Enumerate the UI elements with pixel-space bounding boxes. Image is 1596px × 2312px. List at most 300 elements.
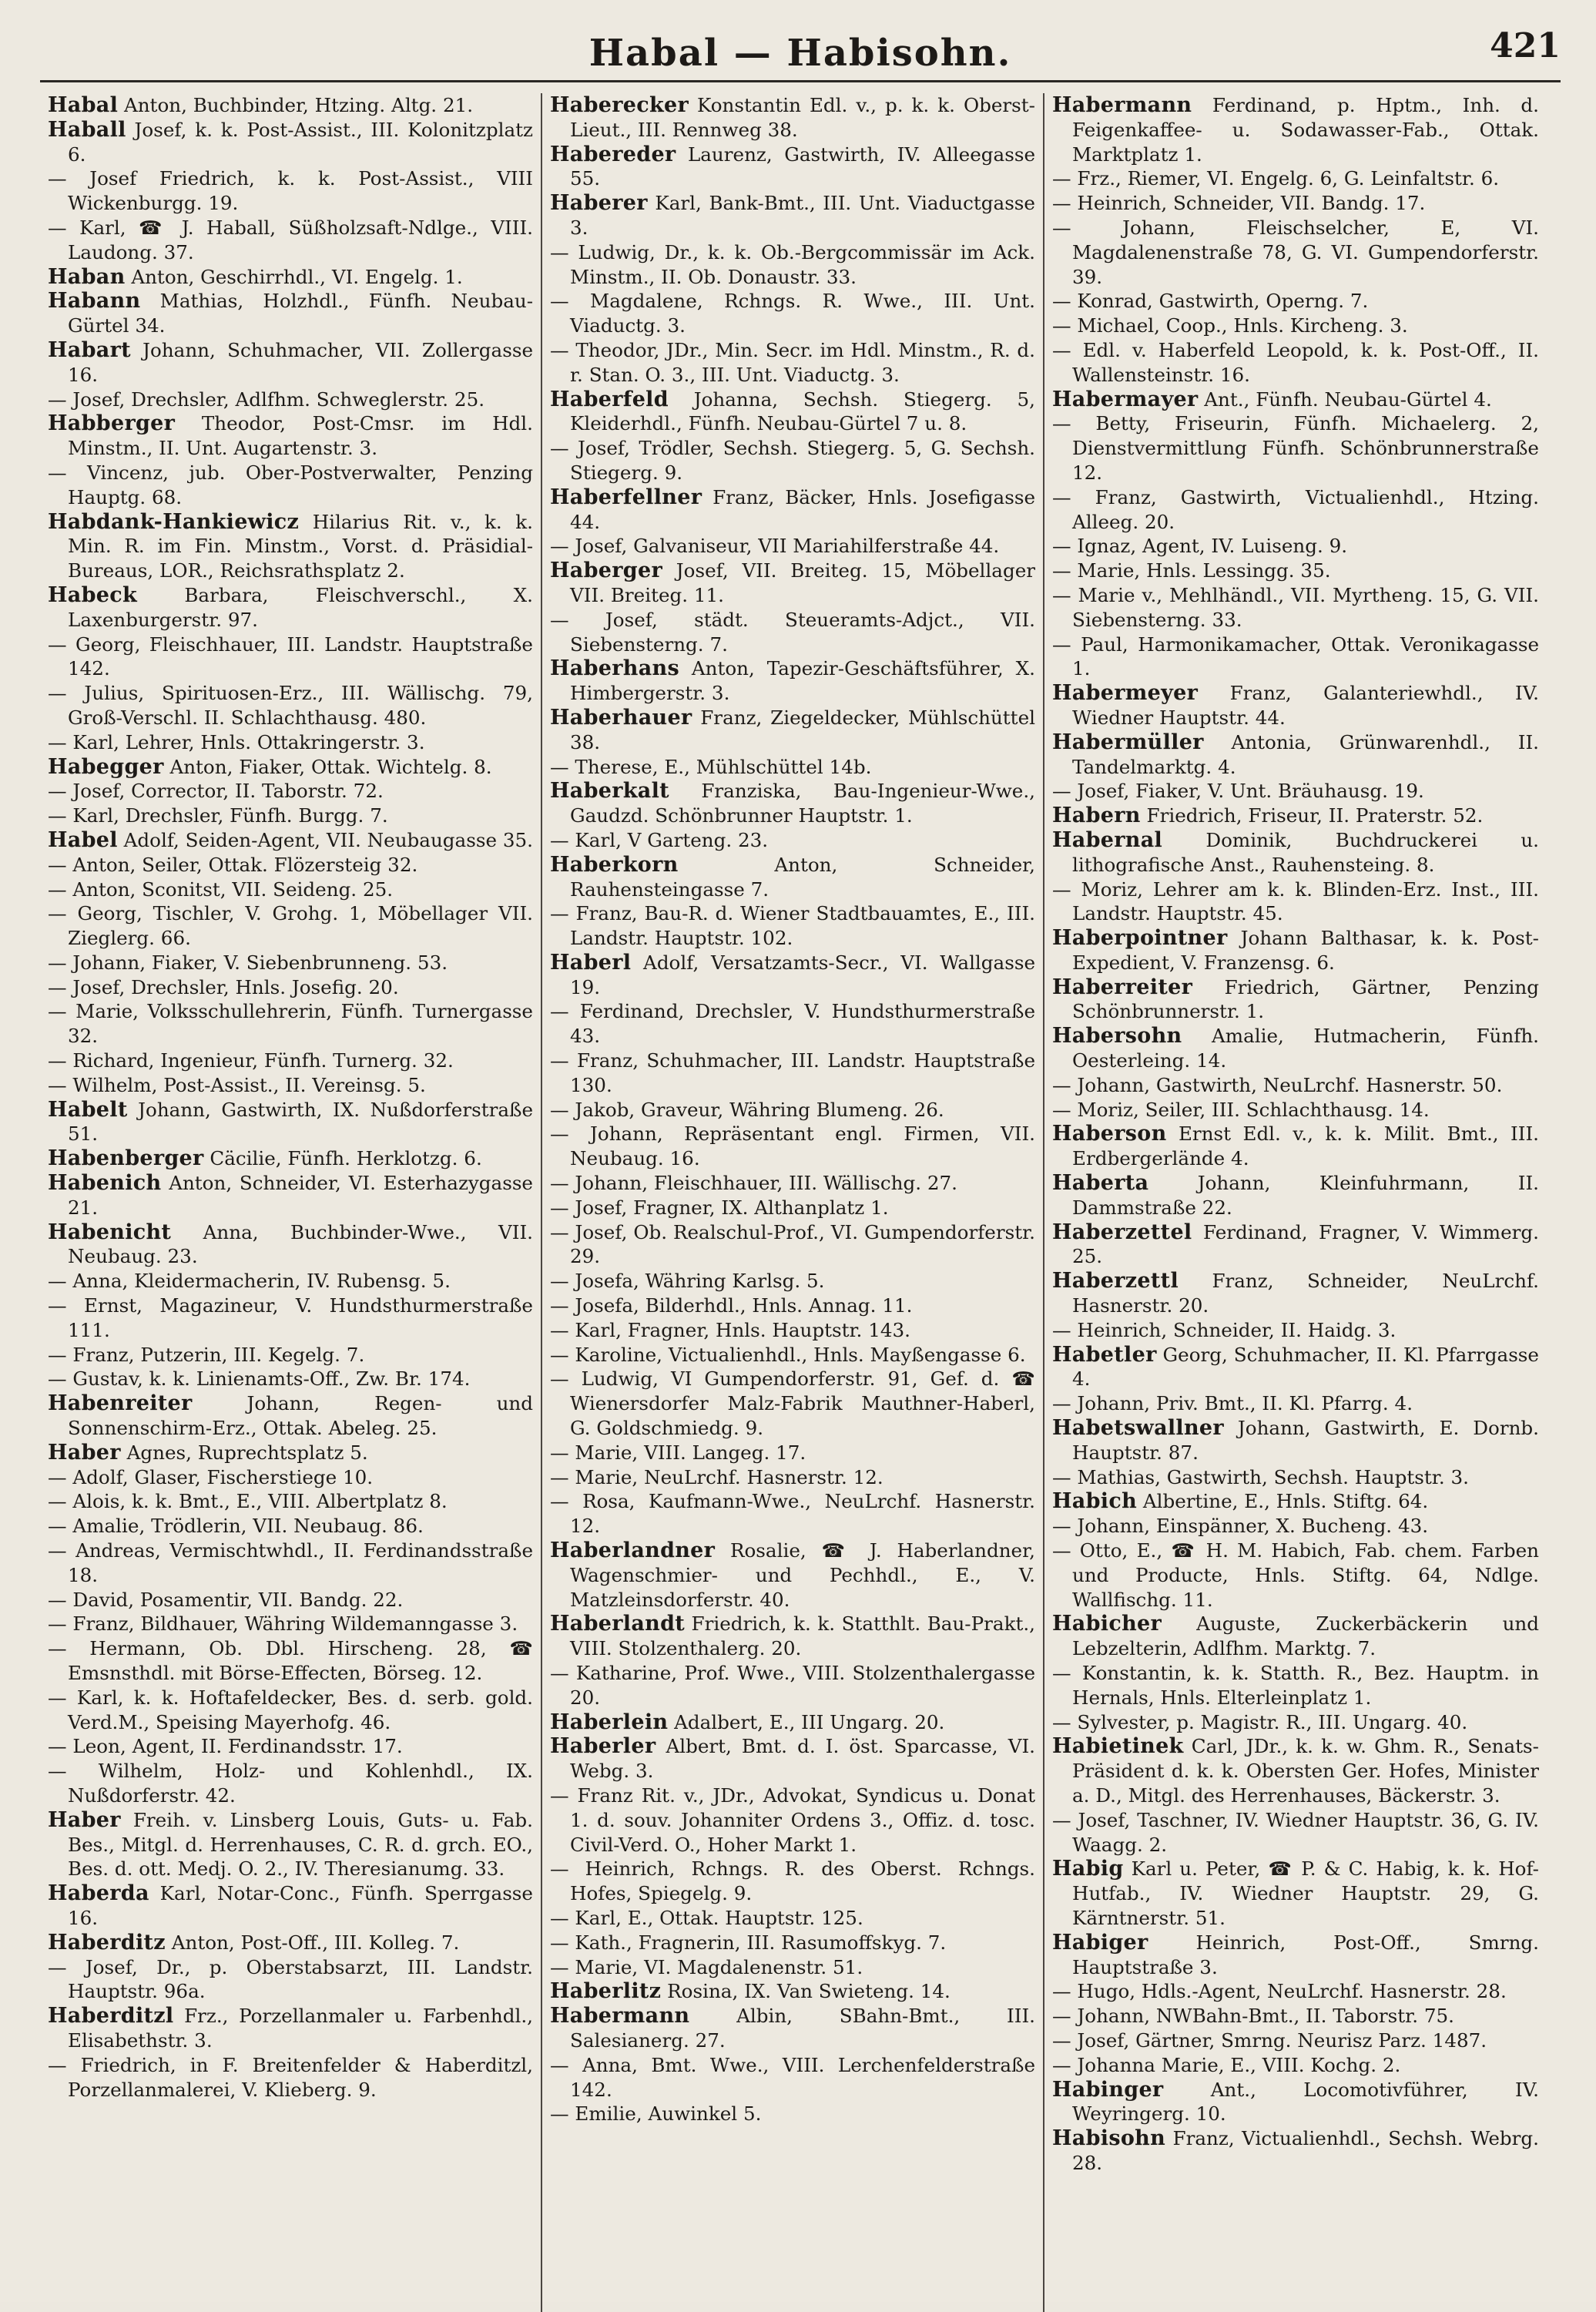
directory-entry <box>550 1367 1035 1440</box>
entry-text: Laurenz, Gastwirth, IV. Alleegasse 55. <box>570 143 1035 190</box>
column-2 <box>542 93 1044 2312</box>
entry-text: — Josef, Drechsler, Hnls. Josefig. 20. <box>48 975 399 998</box>
entry-text: — Magdalene, Rchngs. R. Wwe., III. Unt. Viaductg. 3. <box>550 290 1035 337</box>
entry-text: Ant., Fünfh. Neubau-Gürtel 4. <box>1198 388 1492 411</box>
directory-entry <box>1052 166 1539 191</box>
directory-entry <box>1052 314 1539 338</box>
entry-surname: Habdank-Hankiewicz <box>48 509 300 534</box>
directory-entry <box>48 1931 533 1955</box>
directory-entry <box>1052 559 1539 583</box>
directory-entry <box>48 411 533 461</box>
entry-text: Friedrich, Friseur, II. Praterstr. 52. <box>1140 804 1484 827</box>
entry-text: — Frz., Riemer, VI. Engelg. 6, G. Leinfaltstr. 6. <box>1052 167 1500 190</box>
entry-text: — Johann, Fleischhauer, III. Wällischg. 27. <box>550 1172 957 1195</box>
directory-entry <box>48 1269 533 1294</box>
entry-surname: Habich <box>1052 1489 1138 1514</box>
directory-entry <box>550 1269 1035 1294</box>
directory-entry <box>550 1783 1035 1857</box>
entry-surname: Habann <box>48 289 141 314</box>
directory-entry <box>550 1343 1035 1367</box>
directory-entry <box>1052 926 1539 975</box>
directory-entry <box>1052 1857 1539 1930</box>
entry-text: — Johann, Gastwirth, NeuLrchf. Hasnerstr. 50. <box>1052 1073 1503 1096</box>
directory-entry <box>1052 730 1539 780</box>
entry-surname: Haberler <box>550 1734 656 1759</box>
entry-text: — Wilhelm, Holz- und Kohlenhdl., IX. Nußdorferstr. 42. <box>48 1760 533 1807</box>
entry-text: — Marie, VI. Magdalenenstr. 51. <box>550 1955 863 1978</box>
directory-entry <box>550 1220 1035 1270</box>
directory-entry <box>48 216 533 265</box>
entry-text: — Josefa, Währing Karlsg. 5. <box>550 1270 825 1293</box>
directory-entry <box>48 1612 533 1636</box>
entry-text: Friedrich, k. k. Statthlt. Bau-Prakt., VIII. Stolzenthalerg. 20. <box>570 1612 1035 1660</box>
directory-entry <box>48 289 533 338</box>
directory-entry <box>1052 1979 1539 2004</box>
directory-entry <box>550 853 1035 902</box>
directory-entry <box>1052 1539 1539 1612</box>
entry-text: — Julius, Spirituosen-Erz., III. Wällischg. 79, Groß-Verschl. II. Schlachthausg. 480. <box>48 682 533 729</box>
entry-surname: Haberl <box>550 950 632 975</box>
directory-entry <box>48 951 533 975</box>
directory-entry <box>550 1196 1035 1220</box>
directory-entry <box>48 1686 533 1735</box>
entry-text: Franz, Galanteriewhdl., IV. Wiedner Hauptstr. 44. <box>1072 682 1539 729</box>
directory-entry <box>48 681 533 730</box>
directory-entry <box>48 1539 533 1588</box>
directory-entry <box>1052 338 1539 388</box>
entry-text: Cäcilie, Fünfh. Herklotzg. 6. <box>203 1147 482 1170</box>
entry-surname: Haberfellner <box>550 485 702 509</box>
entry-text: Agnes, Ruprechtsplatz 5. <box>120 1441 368 1464</box>
entry-text: Rosalie, ☎ J. Haberlandner, Wagenschmier- und Pechhdl., E., V. Matzleinsdorferstr. 40. <box>570 1539 1035 1611</box>
directory-entry <box>48 1514 533 1539</box>
entry-text: — Marie v., Mehlhändl., VII. Myrtheng. 15, G. VII. Siebensterng. 33. <box>1052 583 1539 631</box>
directory-entry <box>1052 93 1539 166</box>
entry-text: — Moriz, Seiler, III. Schlachthausg. 14. <box>1052 1098 1430 1121</box>
entry-text: — Georg, Fleischhauer, III. Landstr. Hauptstraße 142. <box>48 633 533 680</box>
entry-text: Johann, Schuhmacher, VII. Zollergasse 16. <box>68 338 533 386</box>
directory-entry <box>48 633 533 682</box>
directory-entry <box>1052 1489 1539 1514</box>
entry-text: — Anton, Sconitst, VII. Seideng. 25. <box>48 877 394 901</box>
directory-entry <box>550 240 1035 290</box>
entry-text: — Karl, k. k. Hoftafeldecker, Bes. d. serb. gold. Verd.M., Speising Mayerhofg. 46. <box>48 1686 533 1733</box>
directory-entry <box>550 485 1035 535</box>
entry-text: Mathias, Holzhdl., Fünfh. Neubau-Gürtel 34. <box>68 290 533 337</box>
entry-surname: Habal <box>48 93 119 117</box>
directory-entry <box>1052 828 1539 877</box>
directory-entry <box>1052 411 1539 485</box>
directory-entry <box>1052 1931 1539 1980</box>
entry-text: Amalie, Hutmacherin, Fünfh. Oesterleing. 14. <box>1072 1025 1539 1072</box>
directory-entry <box>1052 1416 1539 1465</box>
entry-text: — Konrad, Gastwirth, Operng. 7. <box>1052 290 1369 313</box>
entry-text: — Josefa, Bilderhdl., Hnls. Annag. 11. <box>550 1294 913 1317</box>
directory-entry <box>48 901 533 951</box>
directory-entry <box>1052 388 1539 412</box>
directory-entry <box>48 1343 533 1367</box>
directory-entry <box>550 436 1035 485</box>
directory-entry <box>48 388 533 412</box>
entry-text: — Anton, Seiler, Ottak. Flözersteig 32. <box>48 853 418 876</box>
entry-text: — Marie, Volksschullehrerin, Fünfh. Turnergasse 32. <box>48 1000 533 1048</box>
entry-text: Anton, Buchbinder, Htzing. Altg. 21. <box>118 94 474 116</box>
running-head: Habal — Habisohn. <box>588 32 1012 75</box>
directory-entry <box>48 755 533 780</box>
entry-text: — Sylvester, p. Magistr. R., III. Ungarg. 40. <box>1052 1710 1468 1733</box>
entry-text: — Franz, Schuhmacher, III. Landstr. Hauptstraße 130. <box>550 1049 1035 1096</box>
directory-entry <box>1052 1465 1539 1490</box>
directory-entry <box>550 999 1035 1049</box>
entry-surname: Habelt <box>48 1097 128 1122</box>
directory-entry <box>550 828 1035 853</box>
entry-surname: Habenich <box>48 1171 162 1196</box>
entry-text: Karl, Notar-Conc., Fünfh. Sperrgasse 16. <box>68 1882 533 1929</box>
entry-text: — Richard, Ingenieur, Fünfh. Turnerg. 32. <box>48 1049 454 1072</box>
entry-text: Albert, Bmt. d. I. öst. Sparcasse, VI. Webg. 3. <box>570 1735 1035 1783</box>
entry-text: — Johann, Einspänner, X. Bucheng. 43. <box>1052 1515 1429 1538</box>
directory-entry <box>1052 1171 1539 1220</box>
directory-entry <box>550 559 1035 608</box>
entry-text: Hilarius Rit. v., k. k. Min. R. im Fin. Minstm., Vorst. d. Präsidial-Bureaus, LOR., Reichsrathsplatz 2. <box>68 510 533 582</box>
directory-entry <box>48 338 533 388</box>
directory-entry <box>550 1098 1035 1122</box>
column-3 <box>1044 93 1547 2312</box>
directory-entry <box>48 166 533 216</box>
entry-surname: Habermayer <box>1052 387 1199 411</box>
entry-text: Johann, Gastwirth, IX. Nußdorferstraße 51. <box>68 1098 533 1146</box>
entry-surname: Habeck <box>48 582 138 607</box>
entry-surname: Haberzettl <box>1052 1269 1179 1294</box>
entry-surname: Haberer <box>550 191 648 216</box>
entry-surname: Habig <box>1052 1857 1124 1881</box>
entry-text: Anton, Geschirrhdl., VI. Engelg. 1. <box>125 265 463 288</box>
entry-text: — Leon, Agent, II. Ferdinandsstr. 17. <box>48 1735 403 1758</box>
directory-entry <box>48 877 533 902</box>
entry-text: Ernst Edl. v., k. k. Milit. Bmt., III. Erdbergerlände 4. <box>1072 1122 1539 1170</box>
entry-surname: Haberhauer <box>550 705 692 730</box>
entry-text: Anton, Schneider, Rauhensteingasse 7. <box>570 853 1035 901</box>
directory-entry <box>550 1955 1035 1980</box>
directory-entry <box>1052 1343 1539 1392</box>
entry-surname: Habermann <box>1052 93 1192 117</box>
entry-text: — Marie, Hnls. Lessingg. 35. <box>1052 559 1331 582</box>
entry-surname: Haberhans <box>550 656 679 681</box>
entry-surname: Habetler <box>1052 1342 1157 1367</box>
directory-entry <box>550 338 1035 388</box>
entry-text: Konstantin Edl. v., p. k. k. Oberst-Lieut., III. Rennweg 38. <box>570 94 1035 141</box>
directory-entry <box>1052 216 1539 289</box>
entry-text: — Paul, Harmonikamacher, Ottak. Veronikagasse 1. <box>1052 633 1539 680</box>
directory-entry <box>550 1979 1035 2004</box>
entry-text: Anton, Fiaker, Ottak. Wichtelg. 8. <box>163 755 492 778</box>
entry-text: Franz, Victualienhdl., Sechsh. Webrg. 28. <box>1072 2127 1539 2174</box>
directory-entry <box>48 1220 533 1270</box>
entry-text: Friedrich, Gärtner, Penzing Schönbrunnerstr. 1. <box>1072 975 1539 1023</box>
entry-surname: Habart <box>48 337 131 362</box>
entry-text: — Karl, V Garteng. 23. <box>550 828 769 851</box>
entry-text: Karl, Bank-Bmt., III. Unt. Viaductgasse 3. <box>570 192 1035 239</box>
directory-entry <box>48 1881 533 1931</box>
directory-entry <box>48 2053 533 2102</box>
entry-text: — Heinrich, Schneider, VII. Bandg. 17. <box>1052 192 1426 215</box>
entry-text: — Alois, k. k. Bmt., E., VIII. Albertplatz 8. <box>48 1490 448 1513</box>
directory-entry <box>1052 1220 1539 1270</box>
entry-surname: Habersohn <box>1052 1024 1182 1049</box>
entry-text: — Karl, Fragner, Hnls. Hauptstr. 143. <box>550 1318 910 1341</box>
entry-text: — Konstantin, k. k. Statth. R., Bez. Hauptm. in Hernals, Hnls. Elterleinplatz 1. <box>1052 1662 1539 1709</box>
entry-surname: Habenreiter <box>48 1391 193 1416</box>
entry-text: — Anna, Bmt. Wwe., VIII. Lerchenfelderstraße 142. <box>550 2053 1035 2101</box>
directory-entry <box>48 1808 533 1881</box>
directory-entry <box>1052 779 1539 804</box>
entry-text: Ferdinand, Fragner, V. Wimmerg. 25. <box>1072 1220 1539 1268</box>
directory-entry <box>48 853 533 877</box>
directory-entry <box>1052 681 1539 730</box>
entry-text: — Ludwig, VI Gumpendorferstr. 91, Gef. d. ☎ Wienersdorfer Malz-Fabrik Mauthner-Haberl, G. Goldschmiedg. 9. <box>550 1367 1035 1440</box>
entry-surname: Haberfeld <box>550 387 669 411</box>
directory-entry <box>48 1098 533 1147</box>
entry-text: Adolf, Seiden-Agent, VII. Neubaugasse 35. <box>117 828 533 851</box>
entry-surname: Habisohn <box>1052 2126 1166 2151</box>
entry-text: — Karoline, Victualienhdl., Hnls. Mayßengasse 6. <box>550 1343 1026 1366</box>
entry-text: — Ludwig, Dr., k. k. Ob.-Bergcommissär im Ack. Minstm., II. Ob. Donaustr. 33. <box>550 240 1035 288</box>
entry-text: — Josef, Fragner, IX. Althanplatz 1. <box>550 1196 889 1219</box>
directory-entry <box>48 461 533 510</box>
entry-surname: Habern <box>1052 804 1141 828</box>
entry-text: Franziska, Bau-Ingenieur-Wwe., Gaudzd. Schönbrunner Hauptstr. 1. <box>570 780 1035 827</box>
directory-entry <box>48 1049 533 1073</box>
entry-text: Dominik, Buchdruckerei u. lithografische Anst., Rauhensteing. 8. <box>1072 828 1539 876</box>
directory-entry <box>48 93 533 118</box>
entry-surname: Haberlitz <box>550 1979 662 2004</box>
directory-entry <box>550 1049 1035 1098</box>
entry-surname: Haberkorn <box>550 852 679 877</box>
entry-text: Franz, Bäcker, Hnls. Josefigasse 44. <box>570 485 1035 533</box>
entry-surname: Habenberger <box>48 1146 204 1171</box>
entry-text: — Franz, Bildhauer, Währing Wildemanngasse 3. <box>48 1612 518 1636</box>
directory-entry <box>48 118 533 167</box>
entry-text: — Johann, NWBahn-Bmt., II. Taborstr. 75. <box>1052 2005 1454 2028</box>
directory-entry <box>1052 975 1539 1025</box>
directory-entry <box>1052 1318 1539 1343</box>
directory-entry <box>550 93 1035 143</box>
entry-text: — Heinrich, Schneider, II. Haidg. 3. <box>1052 1318 1396 1341</box>
directory-entry <box>48 1636 533 1686</box>
entry-text: Albertine, E., Hnls. Stiftg. 64. <box>1137 1490 1429 1513</box>
entry-text: — Ferdinand, Drechsler, V. Hundsthurmerstraße 43. <box>550 1000 1035 1048</box>
entry-surname: Haberkalt <box>550 779 669 804</box>
entry-text: Johann, Gastwirth, E. Dornb. Hauptstr. 87. <box>1072 1417 1539 1464</box>
entry-text: — Hugo, Hdls.-Agent, NeuLrchf. Hasnerstr. 28. <box>1052 1980 1507 2003</box>
directory-entry <box>48 2004 533 2053</box>
entry-text: Johann, Regen- und Sonnenschirm-Erz., Ottak. Abeleg. 25. <box>68 1392 533 1440</box>
entry-surname: Haberreiter <box>1052 975 1193 999</box>
directory-entry <box>550 901 1035 951</box>
directory-entry <box>1052 2126 1539 2176</box>
entry-text: Ferdinand, p. Hptm., Inh. d. Feigenkaffee- u. Sodawasser-Fab., Ottak. Marktplatz 1. <box>1072 94 1539 166</box>
entry-text: — Georg, Tischler, V. Grohg. 1, Möbellager VII. Zieglerg. 66. <box>48 902 533 950</box>
directory-entry <box>550 191 1035 240</box>
directory-entry <box>550 143 1035 192</box>
directory-entry <box>1052 804 1539 828</box>
directory-entry <box>1052 1808 1539 1857</box>
entry-text: Johanna, Sechsh. Stiegerg. 5, Kleiderhdl., Fünfh. Neubau-Gürtel 7 u. 8. <box>570 388 1035 435</box>
entry-surname: Habetswallner <box>1052 1416 1224 1441</box>
entry-text: — Marie, NeuLrchf. Hasnerstr. 12. <box>550 1465 884 1488</box>
entry-text: Georg, Schuhmacher, II. Kl. Pfarrgasse 4. <box>1072 1343 1539 1391</box>
entry-text: — Josef, Corrector, II. Taborstr. 72. <box>48 780 384 803</box>
entry-text: — Josef Friedrich, k. k. Post-Assist., VIII Wickenburgg. 19. <box>48 167 533 215</box>
entry-text: — Johann, Priv. Bmt., II. Kl. Pfarrg. 4. <box>1052 1392 1413 1415</box>
entry-text: — Theodor, JDr., Min. Secr. im Hdl. Minstm., R. d. r. Stan. O. 3., III. Unt. Viaductg. 3. <box>550 338 1035 386</box>
entry-text: — Ernst, Magazineur, V. Hundsthurmerstraße 111. <box>48 1294 533 1341</box>
directory-entry <box>550 1539 1035 1612</box>
directory-entry <box>1052 2004 1539 2028</box>
entry-text: — Heinrich, Rchngs. R. des Oberst. Rchngs. Hofes, Spiegelg. 9. <box>550 1857 1035 1905</box>
directory-entry <box>48 1391 533 1441</box>
entry-surname: Haberger <box>550 559 662 583</box>
directory-entry <box>48 804 533 828</box>
page-number: 421 <box>1490 26 1561 65</box>
entry-text: — Marie, VIII. Langeg. 17. <box>550 1441 806 1464</box>
entry-text: Franz, Schneider, NeuLrchf. Hasnerstr. 20. <box>1072 1270 1539 1317</box>
entry-text: Anton, Tapezir-Geschäftsführer, X. Himbergerstr. 3. <box>570 657 1035 705</box>
entry-text: — Franz Rit. v., JDr., Advokat, Syndicus u. Donat 1. d. souv. Johanniter Ordens 3., Offiz. d. tosc. Civil-Verd. O., Hoher Markt 1. <box>550 1783 1035 1856</box>
entry-text: — Otto, E., ☎ H. M. Habich, Fab. chem. Farben und Producte, Hnls. Stiftg. 64, Ndlge. Wallfischg. 11. <box>1052 1539 1539 1611</box>
directory-entry <box>1052 1269 1539 1318</box>
directory-entry <box>550 1441 1035 1465</box>
entry-surname: Haball <box>48 117 126 142</box>
entry-text: Josef, VII. Breiteg. 15, Möbellager VII. Breiteg. 11. <box>570 559 1035 606</box>
directory-entry <box>1052 289 1539 314</box>
directory-entry <box>550 1171 1035 1196</box>
directory-entry <box>550 1661 1035 1710</box>
directory-entry <box>1052 2078 1539 2127</box>
entry-text: Johann Balthasar, k. k. Post-Expedient, V. Franzensg. 6. <box>1072 927 1539 974</box>
entry-text: Franz, Ziegeldecker, Mühlschüttel 38. <box>570 706 1035 753</box>
directory-entry <box>48 583 533 633</box>
entry-surname: Haberditzl <box>48 2004 174 2028</box>
entry-text: — Therese, E., Mühlschüttel 14b. <box>550 755 872 778</box>
directory-entry <box>550 779 1035 828</box>
entry-text: — Karl, Drechsler, Fünfh. Burgg. 7. <box>48 804 388 827</box>
entry-text: Ant., Locomotivführer, IV. Weyringerg. 10. <box>1072 2078 1539 2126</box>
directory-entry <box>1052 1391 1539 1416</box>
entry-surname: Habel <box>48 827 118 852</box>
entry-text: — Emilie, Auwinkel 5. <box>550 2102 762 2126</box>
entry-text: — Johann, Fleischselcher, E, VI. Magdalenenstraße 78, G. VI. Gumpendorferstr. 39. <box>1052 216 1539 288</box>
directory-entry <box>1052 2053 1539 2078</box>
entry-text: — Betty, Friseurin, Fünfh. Michaelerg. 2, Dienstvermittlung Fünfh. Schönbrunnerstraße 12. <box>1052 412 1539 484</box>
directory-entry <box>1052 2028 1539 2053</box>
entry-text: Heinrich, Post-Off., Smrng. Hauptstraße 3. <box>1072 1931 1539 1978</box>
entry-text: Adalbert, E., III Ungarg. 20. <box>668 1710 945 1733</box>
directory-entry <box>550 289 1035 338</box>
entry-text: — Franz, Putzerin, III. Kegelg. 7. <box>48 1343 365 1366</box>
entry-text: — Andreas, Vermischtwhdl., II. Ferdinandsstraße 18. <box>48 1539 533 1586</box>
directory-entry <box>550 1857 1035 1906</box>
entry-surname: Habinger <box>1052 2077 1164 2102</box>
entry-surname: Habernal <box>1052 827 1163 852</box>
entry-text: — Josef, Ob. Realschul-Prof., VI. Gumpendorferstr. 29. <box>550 1220 1035 1268</box>
entry-text: Barbara, Fleischverschl., X. Laxenburgerstr. 97. <box>68 583 533 631</box>
entry-text: Johann, Kleinfuhrmann, II. Dammstraße 22. <box>1072 1172 1539 1219</box>
entry-text: — Mathias, Gastwirth, Sechsh. Hauptstr. 3. <box>1052 1465 1469 1488</box>
entry-text: — Karl, E., Ottak. Hauptstr. 125. <box>550 1906 863 1929</box>
entry-surname: Haberecker <box>550 93 689 117</box>
directory-entry <box>550 2102 1035 2126</box>
entry-text: — Josef, Dr., p. Oberstabsarzt, III. Landstr. Hauptstr. 96a. <box>48 1955 533 2003</box>
entry-surname: Haberditz <box>48 1930 166 1955</box>
entry-text: — Rosa, Kaufmann-Wwe., NeuLrchf. Hasnerstr. 12. <box>550 1490 1035 1538</box>
directory-entry <box>48 1146 533 1171</box>
directory-entry <box>48 1441 533 1465</box>
directory-entry <box>550 1294 1035 1318</box>
directory-entry <box>1052 1612 1539 1661</box>
entry-text: — Vincenz, jub. Ober-Postverwalter, Penzing Hauptg. 68. <box>48 461 533 508</box>
entry-surname: Haberpointner <box>1052 926 1228 951</box>
entry-text: Antonia, Grünwarenhdl., II. Tandelmarktg. 4. <box>1072 730 1539 778</box>
directory-entry <box>48 828 533 853</box>
entry-text: — Franz, Gastwirth, Victualienhdl., Htzing. Alleeg. 20. <box>1052 485 1539 533</box>
directory-entry <box>550 534 1035 559</box>
entry-text: — Josef, Taschner, IV. Wiedner Hauptstr. 36, G. IV. Waagg. 2. <box>1052 1808 1539 1856</box>
directory-entry <box>1052 1661 1539 1710</box>
directory-entry <box>550 1710 1035 1735</box>
entry-surname: Habermeyer <box>1052 681 1199 706</box>
entry-text: — Jakob, Graveur, Währing Blumeng. 26. <box>550 1098 944 1121</box>
entry-text: — Wilhelm, Post-Assist., II. Vereinsg. 5. <box>48 1073 426 1096</box>
directory-entry <box>1052 1710 1539 1735</box>
entry-surname: Haberlandner <box>550 1539 716 1563</box>
entry-surname: Habietinek <box>1052 1734 1184 1759</box>
entry-surname: Habenicht <box>48 1220 172 1244</box>
directory-entry <box>550 1318 1035 1343</box>
entry-text: — Anna, Kleidermacherin, IV. Rubensg. 5. <box>48 1270 451 1293</box>
entry-text: — David, Posamentir, VII. Bandg. 22. <box>48 1588 404 1611</box>
entry-text: — Josef, Gärtner, Smrng. Neurisz Parz. 1487. <box>1052 2028 1487 2052</box>
directory-entry <box>48 1073 533 1098</box>
entry-text: Rosina, IX. Van Swieteng. 14. <box>661 1980 951 2003</box>
entry-surname: Habereder <box>550 142 676 166</box>
directory-entry <box>1052 583 1539 633</box>
directory-entry <box>550 1122 1035 1171</box>
entry-text: — Katharine, Prof. Wwe., VIII. Stolzenthalergasse 20. <box>550 1662 1035 1709</box>
entry-surname: Haban <box>48 264 126 289</box>
directory-entry <box>550 1612 1035 1661</box>
directory-entry <box>550 1906 1035 1931</box>
directory-entry <box>550 1734 1035 1783</box>
page-header <box>40 26 1561 82</box>
entry-surname: Habermüller <box>1052 730 1204 754</box>
entry-text: Auguste, Zuckerbäckerin und Lebzelterin, Adlfhm. Marktg. 7. <box>1072 1612 1539 1660</box>
directory-entry <box>550 755 1035 780</box>
column-1 <box>40 93 542 2312</box>
entry-surname: Haberzettel <box>1052 1220 1192 1244</box>
entry-text: — Johann, Repräsentant engl. Firmen, VII. Neubaug. 16. <box>550 1122 1035 1170</box>
directory-entry <box>48 265 533 290</box>
entry-surname: Haber <box>48 1440 121 1465</box>
directory-entry <box>48 1734 533 1759</box>
directory-entry <box>1052 1098 1539 1122</box>
entry-text: Anna, Buchbinder-Wwe., VII. Neubaug. 23. <box>68 1220 533 1268</box>
directory-entry <box>48 730 533 755</box>
entry-text: — Josef, Galvaniseur, VII Mariahilferstraße 44. <box>550 535 1000 558</box>
entry-text: — Hermann, Ob. Dbl. Hirscheng. 28, ☎ Emsnsthdl. mit Börse-Effecten, Börseg. 12. <box>48 1637 533 1684</box>
directory-entry <box>550 2004 1035 2053</box>
entry-text: Adolf, Versatzamts-Secr., VI. Wallgasse 19. <box>570 951 1035 998</box>
